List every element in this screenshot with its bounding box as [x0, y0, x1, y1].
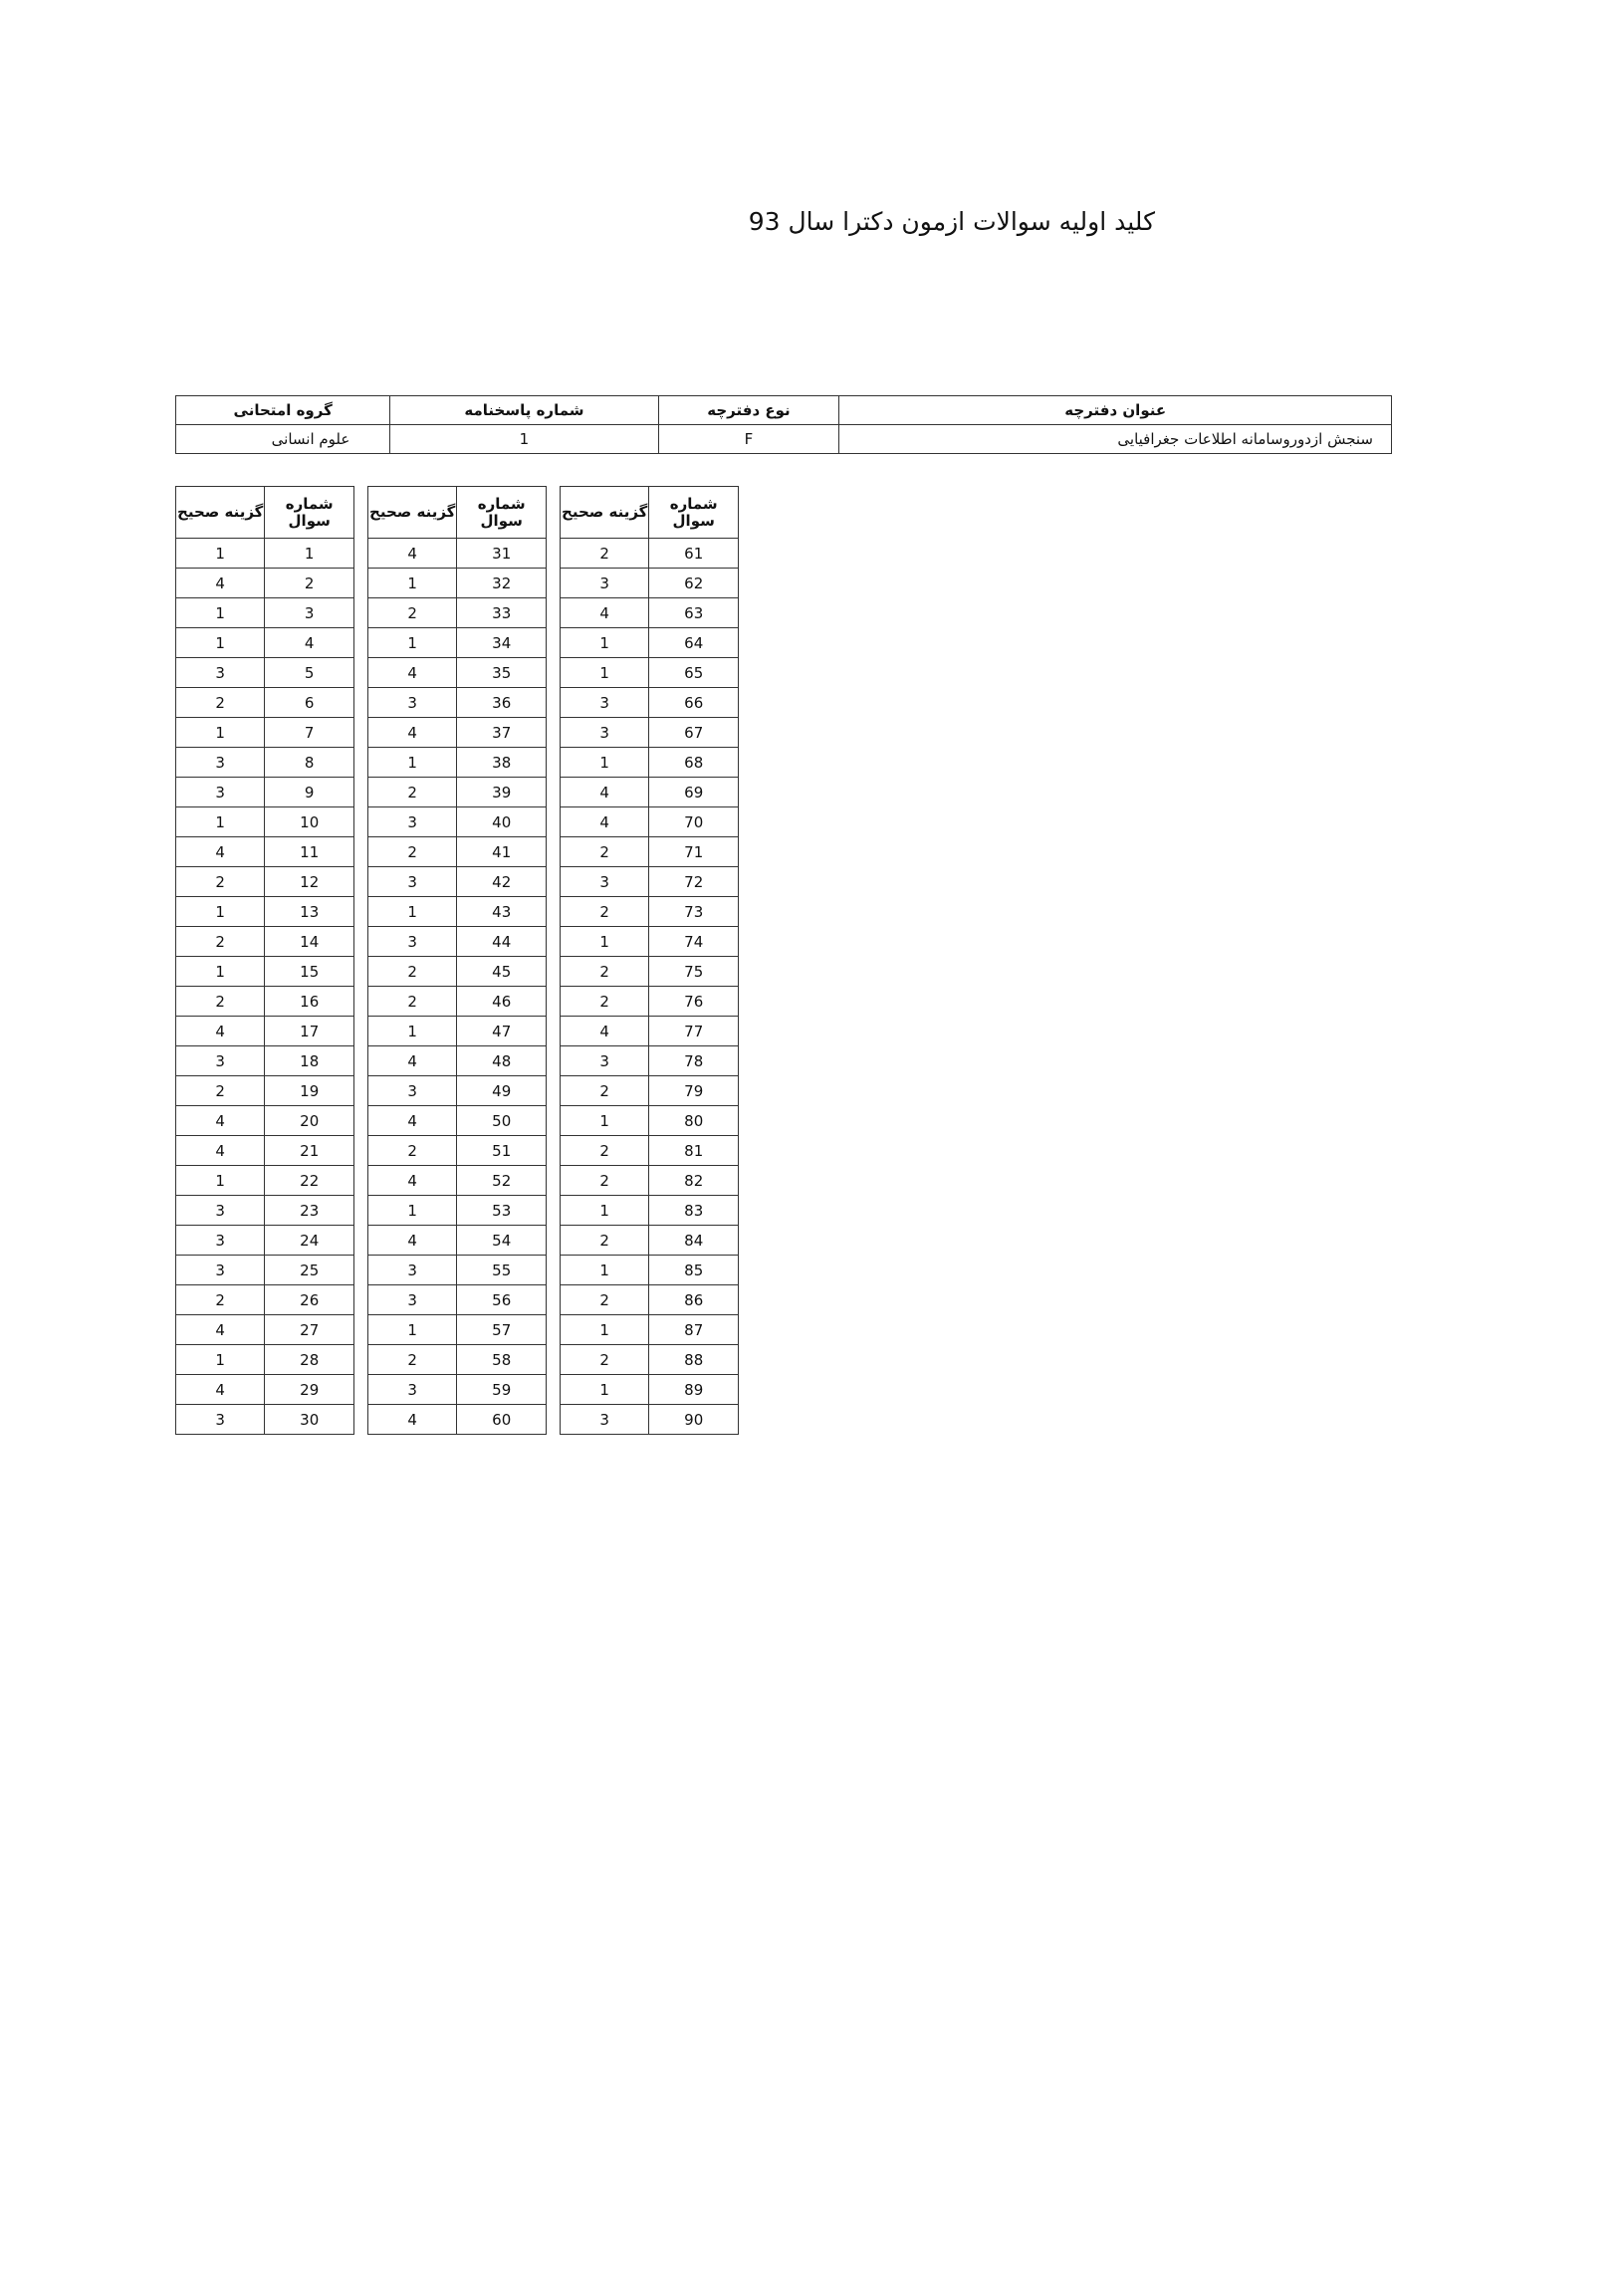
correct-option: 4 [368, 539, 457, 569]
correct-option: 2 [368, 957, 457, 987]
question-number: 62 [649, 569, 739, 598]
question-number: 48 [457, 1046, 547, 1076]
correct-option: 1 [368, 569, 457, 598]
answer-row [561, 927, 739, 957]
correct-option: 2 [561, 539, 649, 569]
answer-row [561, 1345, 739, 1375]
correct-option: 1 [176, 957, 265, 987]
answer-row [176, 1136, 354, 1166]
correct-option: 4 [176, 1106, 265, 1136]
question-number: 4 [265, 628, 354, 658]
answer-row [561, 718, 739, 748]
answer-row [561, 957, 739, 987]
answer-row [176, 628, 354, 658]
answer-row [176, 1345, 354, 1375]
correct-option: 1 [368, 1017, 457, 1046]
booklet-info-table [175, 395, 1392, 454]
correct-option: 4 [176, 1375, 265, 1405]
question-number: 84 [649, 1226, 739, 1256]
answer-table-3 [560, 486, 739, 1435]
correct-option: 1 [561, 748, 649, 778]
answer-row [368, 1285, 547, 1315]
answer-row [561, 1166, 739, 1196]
question-number: 24 [265, 1226, 354, 1256]
correct-option: 3 [561, 867, 649, 897]
answer-row [561, 1285, 739, 1315]
question-number: 38 [457, 748, 547, 778]
answer-row [176, 1375, 354, 1405]
question-number: 75 [649, 957, 739, 987]
answer-row [368, 1226, 547, 1256]
question-number: 29 [265, 1375, 354, 1405]
question-number: 70 [649, 807, 739, 837]
correct-option: 1 [561, 1106, 649, 1136]
question-number: 61 [649, 539, 739, 569]
correct-option: 2 [176, 867, 265, 897]
question-number: 21 [265, 1136, 354, 1166]
answer-row [368, 837, 547, 867]
question-number: 87 [649, 1315, 739, 1345]
question-number: 81 [649, 1136, 739, 1166]
correct-option: 3 [176, 1226, 265, 1256]
correct-option: 1 [368, 748, 457, 778]
question-number: 34 [457, 628, 547, 658]
question-number: 36 [457, 688, 547, 718]
answer-row [368, 1315, 547, 1345]
correct-option: 3 [176, 1405, 265, 1435]
answer-row [561, 807, 739, 837]
question-number: 47 [457, 1017, 547, 1046]
correct-option: 1 [176, 539, 265, 569]
page-title: کلید اولیه سوالات ازمون دکترا سال 93 [748, 207, 1155, 236]
answer-row [368, 598, 547, 628]
answer-row [368, 867, 547, 897]
correct-option: 2 [561, 897, 649, 927]
question-number: 16 [265, 987, 354, 1017]
question-number: 2 [265, 569, 354, 598]
correct-option: 2 [176, 1285, 265, 1315]
answer-row [176, 539, 354, 569]
answer-row [176, 1166, 354, 1196]
question-number: 15 [265, 957, 354, 987]
correct-option: 4 [176, 837, 265, 867]
exam-group-value: علوم انسانی [176, 425, 390, 454]
booklet-type-header: نوع دفترچه [658, 396, 839, 425]
answer-row [176, 748, 354, 778]
correct-option: 3 [561, 1405, 649, 1435]
question-number: 76 [649, 987, 739, 1017]
correct-option: 1 [561, 1196, 649, 1226]
question-number: 86 [649, 1285, 739, 1315]
correct-option: 1 [561, 628, 649, 658]
answer-sheet-no-value: 1 [390, 425, 658, 454]
info-value-row [176, 425, 1392, 454]
correct-option: 2 [561, 1285, 649, 1315]
question-number: 5 [265, 658, 354, 688]
correct-option: 1 [368, 628, 457, 658]
question-no-header: شماره سوال [457, 487, 547, 539]
correct-option: 2 [368, 1136, 457, 1166]
answer-header-row [176, 487, 354, 539]
correct-option: 4 [176, 1136, 265, 1166]
question-number: 82 [649, 1166, 739, 1196]
correct-option: 3 [561, 1046, 649, 1076]
answer-row [176, 598, 354, 628]
booklet-title-value: سنجش ازدوروسامانه اطلاعات جغرافیایی [839, 425, 1392, 454]
question-number: 22 [265, 1166, 354, 1196]
correct-option: 2 [368, 987, 457, 1017]
question-number: 90 [649, 1405, 739, 1435]
question-number: 43 [457, 897, 547, 927]
answer-row [176, 897, 354, 927]
booklet-title-header: عنوان دفترچه [839, 396, 1392, 425]
correct-option: 2 [561, 837, 649, 867]
correct-option: 4 [368, 1046, 457, 1076]
question-number: 67 [649, 718, 739, 748]
correct-option: 1 [561, 1375, 649, 1405]
question-number: 3 [265, 598, 354, 628]
question-number: 66 [649, 688, 739, 718]
question-number: 1 [265, 539, 354, 569]
answer-row [368, 1256, 547, 1285]
question-number: 49 [457, 1076, 547, 1106]
answer-row [561, 1136, 739, 1166]
answer-row [561, 897, 739, 927]
question-number: 8 [265, 748, 354, 778]
answer-row [368, 1017, 547, 1046]
answer-row [176, 1017, 354, 1046]
correct-option: 2 [561, 1076, 649, 1106]
question-number: 69 [649, 778, 739, 807]
answer-row [561, 628, 739, 658]
question-number: 40 [457, 807, 547, 837]
correct-option: 3 [368, 1256, 457, 1285]
question-number: 31 [457, 539, 547, 569]
answer-row [176, 778, 354, 807]
answer-row [176, 867, 354, 897]
answer-row [176, 987, 354, 1017]
answer-row [176, 807, 354, 837]
correct-option: 3 [368, 927, 457, 957]
answer-row [561, 1017, 739, 1046]
answer-row [561, 867, 739, 897]
answer-row [176, 1076, 354, 1106]
answer-row [368, 718, 547, 748]
answer-row [176, 1226, 354, 1256]
correct-option: 1 [561, 927, 649, 957]
answer-row [368, 927, 547, 957]
question-number: 33 [457, 598, 547, 628]
question-number: 27 [265, 1315, 354, 1345]
answer-row [368, 748, 547, 778]
answer-row [368, 1345, 547, 1375]
correct-option: 4 [368, 1405, 457, 1435]
correct-option: 3 [368, 1375, 457, 1405]
question-number: 78 [649, 1046, 739, 1076]
correct-option: 3 [368, 867, 457, 897]
correct-option: 1 [176, 628, 265, 658]
question-number: 45 [457, 957, 547, 987]
correct-option: 2 [176, 987, 265, 1017]
question-number: 19 [265, 1076, 354, 1106]
correct-option: 3 [176, 1256, 265, 1285]
question-number: 42 [457, 867, 547, 897]
correct-option: 1 [176, 1345, 265, 1375]
answer-row [561, 837, 739, 867]
question-number: 51 [457, 1136, 547, 1166]
correct-option: 1 [561, 1315, 649, 1345]
answer-row [561, 1046, 739, 1076]
answer-row [368, 658, 547, 688]
booklet-type-value: F [658, 425, 839, 454]
answer-row [176, 927, 354, 957]
question-number: 13 [265, 897, 354, 927]
question-number: 32 [457, 569, 547, 598]
answer-row [368, 1405, 547, 1435]
correct-option: 3 [561, 569, 649, 598]
correct-option: 4 [176, 569, 265, 598]
correct-option: 3 [176, 778, 265, 807]
question-number: 72 [649, 867, 739, 897]
answer-row [368, 1196, 547, 1226]
correct-option: 2 [561, 1226, 649, 1256]
correct-option: 3 [176, 1196, 265, 1226]
answer-row [368, 1106, 547, 1136]
question-number: 59 [457, 1375, 547, 1405]
answer-row [176, 837, 354, 867]
correct-option: 1 [368, 897, 457, 927]
answer-row [368, 987, 547, 1017]
answer-row [561, 748, 739, 778]
question-number: 12 [265, 867, 354, 897]
correct-option: 1 [561, 1256, 649, 1285]
correct-option: 4 [561, 1017, 649, 1046]
question-number: 52 [457, 1166, 547, 1196]
question-number: 88 [649, 1345, 739, 1375]
question-number: 26 [265, 1285, 354, 1315]
answer-row [176, 1106, 354, 1136]
correct-option: 4 [368, 658, 457, 688]
answer-row [176, 1285, 354, 1315]
correct-option: 2 [368, 778, 457, 807]
answer-row [561, 658, 739, 688]
question-number: 37 [457, 718, 547, 748]
answer-row [176, 1046, 354, 1076]
question-number: 14 [265, 927, 354, 957]
correct-option: 3 [176, 1046, 265, 1076]
answer-row [368, 1375, 547, 1405]
question-number: 77 [649, 1017, 739, 1046]
correct-option: 3 [368, 807, 457, 837]
question-number: 41 [457, 837, 547, 867]
exam-group-header: گروه امتحانی [176, 396, 390, 425]
question-number: 6 [265, 688, 354, 718]
question-number: 50 [457, 1106, 547, 1136]
question-number: 9 [265, 778, 354, 807]
answer-row [176, 1256, 354, 1285]
answer-row [561, 778, 739, 807]
answer-row [561, 1405, 739, 1435]
correct-option: 1 [176, 598, 265, 628]
answer-row [368, 688, 547, 718]
question-number: 63 [649, 598, 739, 628]
answer-row [561, 1375, 739, 1405]
answer-row [176, 1405, 354, 1435]
correct-option: 3 [176, 748, 265, 778]
correct-option: 1 [176, 1166, 265, 1196]
question-number: 35 [457, 658, 547, 688]
correct-option: 4 [368, 1106, 457, 1136]
answer-row [176, 957, 354, 987]
answer-row [561, 569, 739, 598]
question-number: 39 [457, 778, 547, 807]
correct-option: 1 [176, 718, 265, 748]
correct-option-header: گزینه صحیح [368, 487, 457, 539]
correct-option: 1 [176, 897, 265, 927]
correct-option-header: گزینه صحیح [561, 487, 649, 539]
answer-row [368, 539, 547, 569]
question-number: 11 [265, 837, 354, 867]
correct-option: 2 [561, 1166, 649, 1196]
question-number: 23 [265, 1196, 354, 1226]
question-number: 10 [265, 807, 354, 837]
question-number: 83 [649, 1196, 739, 1226]
question-number: 7 [265, 718, 354, 748]
answer-row [561, 1106, 739, 1136]
answer-header-row [368, 487, 547, 539]
answer-table-2 [367, 486, 547, 1435]
answer-row [368, 778, 547, 807]
question-number: 20 [265, 1106, 354, 1136]
correct-option: 1 [561, 658, 649, 688]
question-number: 46 [457, 987, 547, 1017]
question-number: 28 [265, 1345, 354, 1375]
correct-option: 3 [176, 658, 265, 688]
question-number: 17 [265, 1017, 354, 1046]
answer-row [368, 628, 547, 658]
answer-row [561, 1196, 739, 1226]
correct-option: 2 [561, 1345, 649, 1375]
question-number: 85 [649, 1256, 739, 1285]
correct-option: 2 [176, 1076, 265, 1106]
question-number: 44 [457, 927, 547, 957]
answer-row [176, 688, 354, 718]
question-number: 74 [649, 927, 739, 957]
answer-row [368, 569, 547, 598]
question-number: 55 [457, 1256, 547, 1285]
answer-row [368, 1136, 547, 1166]
question-number: 89 [649, 1375, 739, 1405]
correct-option: 2 [368, 1345, 457, 1375]
correct-option: 4 [561, 598, 649, 628]
question-number: 56 [457, 1285, 547, 1315]
correct-option: 2 [368, 837, 457, 867]
correct-option: 4 [176, 1017, 265, 1046]
answer-row [176, 658, 354, 688]
correct-option: 4 [561, 778, 649, 807]
answer-row [368, 1046, 547, 1076]
question-number: 54 [457, 1226, 547, 1256]
answer-row [368, 1166, 547, 1196]
question-number: 57 [457, 1315, 547, 1345]
correct-option: 2 [561, 957, 649, 987]
correct-option: 1 [176, 807, 265, 837]
answer-row [368, 807, 547, 837]
correct-option: 3 [368, 1285, 457, 1315]
question-number: 80 [649, 1106, 739, 1136]
correct-option: 3 [368, 688, 457, 718]
correct-option: 4 [176, 1315, 265, 1345]
correct-option: 2 [561, 1136, 649, 1166]
answer-row [561, 539, 739, 569]
question-number: 25 [265, 1256, 354, 1285]
answer-row [368, 897, 547, 927]
answer-row [176, 1315, 354, 1345]
answer-row [561, 987, 739, 1017]
answer-table-1 [175, 486, 354, 1435]
correct-option: 3 [561, 718, 649, 748]
correct-option: 3 [368, 1076, 457, 1106]
correct-option: 1 [368, 1315, 457, 1345]
answer-row [561, 1076, 739, 1106]
answer-row [176, 569, 354, 598]
question-number: 64 [649, 628, 739, 658]
question-number: 53 [457, 1196, 547, 1226]
answer-row [561, 598, 739, 628]
correct-option: 4 [368, 1226, 457, 1256]
question-number: 65 [649, 658, 739, 688]
answer-row [368, 957, 547, 987]
answer-row [561, 688, 739, 718]
correct-option: 2 [176, 927, 265, 957]
correct-option: 1 [368, 1196, 457, 1226]
correct-option: 2 [176, 688, 265, 718]
answer-row [561, 1315, 739, 1345]
question-number: 68 [649, 748, 739, 778]
answer-sheet-no-header: شماره پاسخنامه [390, 396, 658, 425]
answer-row [176, 1196, 354, 1226]
answer-row [561, 1256, 739, 1285]
question-no-header: شماره سوال [649, 487, 739, 539]
answer-header-row [561, 487, 739, 539]
correct-option: 2 [368, 598, 457, 628]
question-number: 58 [457, 1345, 547, 1375]
question-number: 18 [265, 1046, 354, 1076]
question-number: 73 [649, 897, 739, 927]
question-no-header: شماره سوال [265, 487, 354, 539]
correct-option: 2 [561, 987, 649, 1017]
correct-option: 4 [368, 1166, 457, 1196]
info-header-row [176, 396, 1392, 425]
correct-option-header: گزینه صحیح [176, 487, 265, 539]
answer-row [561, 1226, 739, 1256]
question-number: 60 [457, 1405, 547, 1435]
correct-option: 3 [561, 688, 649, 718]
correct-option: 4 [368, 718, 457, 748]
correct-option: 4 [561, 807, 649, 837]
question-number: 71 [649, 837, 739, 867]
answer-row [368, 1076, 547, 1106]
answer-row [176, 718, 354, 748]
question-number: 30 [265, 1405, 354, 1435]
question-number: 79 [649, 1076, 739, 1106]
